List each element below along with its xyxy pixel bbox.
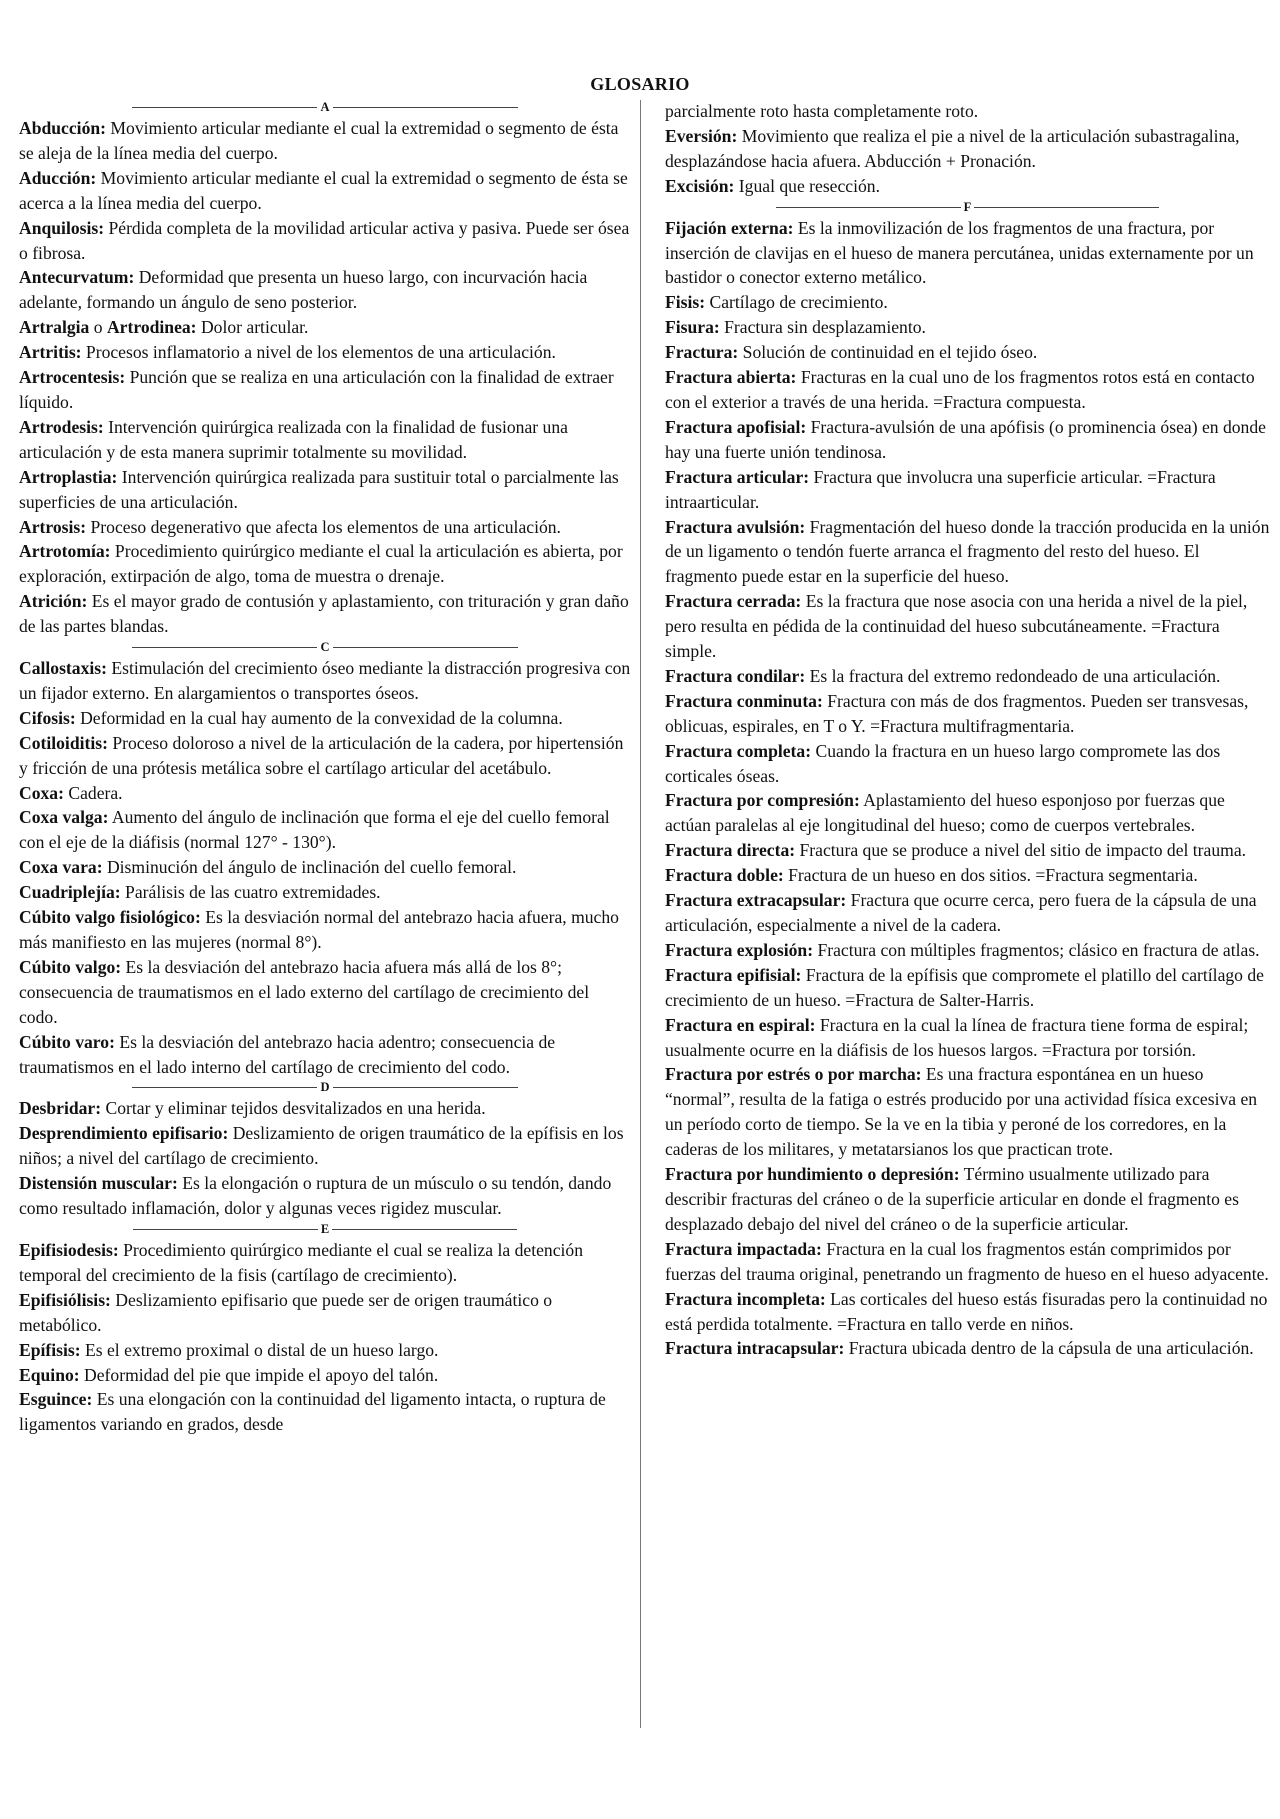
glossary-term: Fractura doble: — [665, 865, 784, 886]
glossary-term: Artritis: — [19, 342, 82, 363]
glossary-term: Fractura intracapsular: — [665, 1338, 845, 1359]
glossary-term: Cúbito varo: — [19, 1031, 115, 1052]
glossary-term: Fractura impactada: — [665, 1238, 822, 1259]
glossary-term: Artroplastia: — [19, 466, 118, 487]
glossary-definition: Es la desviación normal del antebrazo hacia afuera, mucho más manifiesto en las mujeres (normal 8°). — [19, 907, 619, 952]
glossary-term: Eversión: — [665, 125, 738, 146]
glossary-definition: Dolor articular. — [196, 317, 309, 338]
glossary-entry — [19, 880, 631, 905]
glossary-entry — [19, 855, 631, 880]
glossary-entry — [665, 465, 1270, 515]
glossary-definition: Aumento del ángulo de inclinación que forma el eje del cuello femoral con el eje de la diáfisis (normal 127° - 130°). — [19, 807, 610, 853]
glossary-term: Artrodesis: — [19, 416, 104, 437]
glossary-definition: Fractura con más de dos fragmentos. Pueden ser transvesas, oblicuas, espirales, en T o Y. =Fractura multifragmentaria. — [665, 690, 1249, 736]
glossary-entry — [19, 515, 631, 540]
glossary-definition: Pérdida completa de la movilidad articular activa y pasiva. Puede ser ósea o fibrosa. — [19, 217, 630, 263]
glossary-definition: Solución de continuidad en el tejido óseo. — [738, 342, 1038, 363]
glossary-entry — [19, 731, 631, 781]
glossary-term: Artrotomía: — [19, 541, 111, 562]
glossary-term: Fractura abierta: — [665, 367, 797, 388]
glossary-entry — [665, 1013, 1270, 1063]
glossary-term: Coxa vara: — [19, 857, 103, 878]
glossary-definition: Intervención quirúrgica realizada para sustituir total o parcialmente las superficies de una articulación. — [19, 466, 619, 512]
glossary-term: Fijación externa: — [665, 217, 794, 238]
glossary-entry — [665, 515, 1270, 590]
glossary-term: Distensión muscular: — [19, 1173, 178, 1194]
glossary-term: Fractura epifisial: — [665, 964, 802, 985]
glossary-term: Abducción: — [19, 118, 107, 138]
glossary-entry — [19, 1238, 631, 1288]
glossary-definition: Deformidad del pie que impide el apoyo del talón. — [79, 1364, 439, 1385]
glossary-entry — [19, 1171, 631, 1221]
glossary-definition: Fractura que involucra una superficie articular. =Fractura intraarticular. — [665, 466, 1216, 512]
glossary-entry — [665, 788, 1270, 838]
glossary-definition: Es la inmovilización de los fragmentos de una fractura, por inserción de clavijas en el hueso de manera percutánea, unidas externamente por un bastidor o conector externo metálico. — [665, 217, 1254, 288]
glossary-entry — [665, 838, 1270, 863]
glossary-definition: Fractura sin desplazamiento. — [719, 317, 926, 338]
glossary-definition: Deformidad que presenta un hueso largo, con incurvación hacia adelante, formando un ángulo de seno posterior. — [19, 267, 588, 313]
glossary-entry — [665, 174, 1270, 199]
glossary-term: Coxa valga: — [19, 807, 109, 828]
glossary-entry — [665, 216, 1270, 291]
glossary-term: Fisura: — [665, 317, 720, 338]
glossary-term: Atrición: — [19, 591, 88, 612]
glossary-definition: Es la fractura que nose asocia con una herida a nivel de la piel, pero resulta en pédida de la continuidad del hueso subcutáneamente. =Fractura simple. — [665, 591, 1248, 662]
glossary-entry — [665, 315, 1270, 340]
glossary-entry — [19, 1363, 631, 1388]
glossary-definition: Es la fractura del extremo redondeado de una articulación. — [805, 665, 1221, 686]
glossary-term: Coxa: — [19, 782, 64, 803]
glossary-term: Fractura: — [665, 342, 739, 363]
section-divider — [19, 1221, 631, 1238]
section-divider — [19, 1079, 631, 1096]
glossary-definition: Fractura de la epífisis que compromete el platillo del cartílago de crecimiento de un hueso. =Fractura de Salter-Harris. — [665, 964, 1264, 1010]
glossary-term: Fisis: — [665, 292, 706, 313]
glossary-definition: Las corticales del hueso estás fisuradas pero la continuidad no está perdida totalmente. =Fractura en tallo verde en niños. — [665, 1288, 1268, 1334]
glossary-entry — [665, 340, 1270, 365]
glossary-definition: Aplastamiento del hueso esponjoso por fuerzas que actúan paralelas al eje longitudinal del hueso; como de cuerpos vertebrales. — [665, 790, 1225, 836]
glossary-term: Cúbito valgo fisiológico: — [19, 907, 201, 928]
glossary-entry — [19, 539, 631, 589]
glossary-entry — [665, 415, 1270, 465]
glossary-entry — [665, 888, 1270, 938]
glossary-definition: Movimiento articular mediante el cual la extremidad o segmento de ésta se aleja de la línea media del cuerpo. — [19, 118, 619, 163]
section-letter: E — [320, 1221, 330, 1236]
glossary-entry — [19, 315, 631, 340]
glossary-entry — [665, 1062, 1270, 1162]
glossary-entry — [19, 415, 631, 465]
glossary-definition: Fractura de un hueso en dos sitios. =Fractura segmentaria. — [783, 865, 1198, 886]
glossary-entry — [665, 589, 1270, 664]
glossary-term: Fractura conminuta: — [665, 690, 823, 711]
glossary-term: Cotiloiditis: — [19, 732, 108, 753]
glossary-entry — [665, 963, 1270, 1013]
divider-line — [132, 1087, 317, 1088]
glossary-definition: Proceso doloroso a nivel de la articulación de la cadera, por hipertensión y fricción de una prótesis metálica sobre el cartílago articular del acetábulo. — [19, 732, 624, 778]
glossary-entry — [19, 781, 631, 806]
section-letter: C — [320, 640, 330, 655]
glossary-column-right — [665, 99, 1270, 1361]
glossary-entry — [665, 664, 1270, 689]
divider-line — [332, 1229, 517, 1230]
section-divider — [19, 99, 631, 116]
divider-line — [333, 1087, 518, 1088]
divider-line — [333, 647, 518, 648]
divider-line — [132, 107, 317, 108]
glossary-entry — [665, 938, 1270, 963]
glossary-entry — [19, 166, 631, 216]
glossary-definition: Disminución del ángulo de inclinación del cuello femoral. — [102, 857, 517, 878]
glossary-entry — [665, 124, 1270, 174]
glossary-entry — [19, 905, 631, 955]
glossary-term: Fractura cerrada: — [665, 591, 802, 612]
glossary-term: Aducción: — [19, 167, 97, 188]
glossary-entry — [665, 863, 1270, 888]
glossary-definition: Fractura ubicada dentro de la cápsula de una articulación. — [844, 1338, 1254, 1359]
glossary-definition: Fractura que se produce a nivel del sitio de impacto del trauma. — [795, 840, 1247, 861]
glossary-entry — [665, 99, 1270, 124]
glossary-term: Fractura incompleta: — [665, 1288, 826, 1309]
divider-line — [133, 1229, 318, 1230]
glossary-entry — [19, 465, 631, 515]
glossary-definition: Fractura en la cual la línea de fractura tiene forma de espiral; usualmente ocurre en la diáfisis de los huesos largos. =Fractura por torsión. — [665, 1014, 1249, 1060]
glossary-term: Fractura por compresión: — [665, 790, 860, 811]
section-letter: D — [320, 1080, 330, 1095]
glossary-definition: Procesos inflamatorio a nivel de los elementos de una articulación. — [81, 342, 556, 363]
glossary-definition: Es la elongación o ruptura de un músculo o su tendón, dando como resultado inflamación, dolor y algunas veces rigidez muscular. — [19, 1173, 612, 1219]
glossary-entry — [19, 216, 631, 266]
divider-line — [132, 647, 317, 648]
glossary-definition: Es la desviación del antebrazo hacia adentro; consecuencia de traumatismos en el lado interno del cartílago de crecimiento del codo. — [19, 1031, 556, 1077]
glossary-term: Equino: — [19, 1364, 80, 1385]
glossary-entry — [19, 1096, 631, 1121]
glossary-definition: Deformidad en la cual hay aumento de la convexidad de la columna. — [75, 707, 563, 728]
section-divider — [665, 199, 1270, 216]
glossary-entry — [665, 739, 1270, 789]
glossary-definition: Cuando la fractura en un hueso largo compromete las dos corticales óseas. — [665, 740, 1221, 786]
glossary-definition: Fractura que ocurre cerca, pero fuera de la cápsula de una articulación, especialmente a nivel de la cadera. — [665, 890, 1257, 935]
section-letter: A — [320, 100, 330, 114]
glossary-term: Artrodinea: — [106, 317, 197, 338]
glossary-term: Epifisiólisis: — [19, 1289, 111, 1310]
glossary-definition: Cartílago de crecimiento. — [705, 292, 888, 313]
glossary-term: Callostaxis: — [19, 658, 107, 679]
glossary-entry — [19, 656, 631, 706]
glossary-definition: Igual que resección. — [734, 175, 880, 196]
glossary-term: Esguince: — [19, 1389, 93, 1410]
glossary-term: Fractura extracapsular: — [665, 890, 847, 911]
glossary-definition: Es una elongación con la continuidad del ligamento intacta, o ruptura de ligamentos variando en grados, desde — [19, 1389, 606, 1435]
glossary-definition: Estimulación del crecimiento óseo mediante la distracción progresiva con un fijador externo. En alargamientos o transportes óseos. — [19, 658, 631, 703]
section-divider — [19, 639, 631, 656]
glossary-entry — [19, 805, 631, 855]
glossary-entry — [19, 955, 631, 1030]
page-title: GLOSARIO — [590, 74, 690, 94]
glossary-entry — [19, 589, 631, 639]
glossary-term: Fractura avulsión: — [665, 516, 806, 537]
glossary-definition: Fragmentación del hueso donde la tracción producida en la unión de un ligamento o tendón fuerte arranca el fragmento del resto del hueso. El fragmento puede estar en la superficie del hueso. — [665, 516, 1270, 587]
column-divider — [640, 100, 641, 1728]
glossary-term: Fractura completa: — [665, 740, 812, 761]
glossary-entry — [19, 1387, 631, 1437]
glossary-entry — [665, 1336, 1270, 1361]
glossary-definition: Cortar y eliminar tejidos desvitalizados en una herida. — [101, 1098, 486, 1119]
glossary-entry — [19, 1030, 631, 1080]
glossary-entry — [19, 1288, 631, 1338]
glossary-definition: Es una fractura espontánea en un hueso “normal”, resulta de la fatiga o estrés producido por una actividad física excesiva en un período corto de tiempo. Se la ve en la tibia y peroné de los corredores, en la caderas de los militares, y metatarsianos los que practican trote. — [665, 1064, 1258, 1160]
glossary-definition: Es el extremo proximal o distal de un hueso largo. — [80, 1339, 439, 1360]
glossary-term: Artrosis: — [19, 516, 87, 537]
glossary-entry — [665, 290, 1270, 315]
glossary-term: Fractura explosión: — [665, 939, 814, 960]
glossary-entry — [665, 365, 1270, 415]
glossary-definition: Fractura en la cual los fragmentos están comprimidos por fuerzas del trauma original, penetrando un fragmento de hueso en el hueso adyacente. — [665, 1238, 1269, 1284]
glossary-definition: Fractura con múltiples fragmentos; clásico en fractura de atlas. — [813, 939, 1260, 960]
glossary-term: Epífisis: — [19, 1339, 81, 1360]
glossary-term: Fractura apofisial: — [665, 416, 807, 437]
glossary-entry — [19, 265, 631, 315]
glossary-term: Fractura por estrés o por marcha: — [665, 1064, 922, 1085]
glossary-definition: Fracturas en la cual uno de los fragmentos rotos está en contacto con el exterior a través de una herida. =Fractura compuesta. — [665, 367, 1255, 412]
glossary-definition: Cadera. — [63, 782, 123, 803]
glossary-entry — [665, 689, 1270, 739]
divider-line — [776, 207, 961, 208]
glossary-term: Fractura en espiral: — [665, 1014, 816, 1035]
glossary-term: Artrocentesis: — [19, 367, 126, 388]
glossary-definition: Procedimiento quirúrgico mediante el cual se realiza la detención temporal del crecimiento de la fisis (cartílago de crecimiento). — [19, 1239, 583, 1285]
glossary-definition: Parálisis de las cuatro extremidades. — [120, 882, 381, 903]
glossary-definition: parcialmente roto hasta completamente roto. — [665, 101, 979, 121]
glossary-entry — [19, 706, 631, 731]
section-letter: F — [963, 199, 972, 214]
glossary-definition: Deslizamiento de origen traumático de la epífisis en los niños; a nivel del cartílago de crecimiento. — [19, 1123, 624, 1169]
glossary-term: Cúbito valgo: — [19, 956, 122, 977]
glossary-term: Artralgia — [19, 317, 90, 338]
glossary-entry — [665, 1287, 1270, 1337]
divider-line — [974, 207, 1159, 208]
glossary-term: Epifisiodesis: — [19, 1239, 119, 1260]
glossary-entry — [665, 1237, 1270, 1287]
glossary-term: Excisión: — [665, 175, 735, 196]
glossary-definition: Punción que se realiza en una articulación con la finalidad de extraer líquido. — [19, 367, 614, 412]
glossary-entry — [19, 1121, 631, 1171]
glossary-term: Fractura por hundimiento o depresión: — [665, 1164, 960, 1185]
glossary-term: Fractura directa: — [665, 840, 796, 861]
divider-line — [333, 107, 518, 108]
glossary-term: Fractura condilar: — [665, 665, 806, 686]
glossary-entry — [19, 340, 631, 365]
glossary-definition: Proceso degenerativo que afecta los elementos de una articulación. — [86, 516, 561, 537]
glossary-definition: Término usualmente utilizado para describir fracturas del cráneo o de la superficie articular en donde el fragmento es desplazado debajo del nivel del cráneo o de la superficie articular. — [665, 1164, 1239, 1234]
glossary-definition: Deslizamiento epifisario que puede ser de origen traumático o metabólico. — [19, 1289, 553, 1335]
glossary-definition: Procedimiento quirúrgico mediante el cual la articulación es abierta, por exploración, extirpación de algo, toma de muestra o drenaje. — [19, 541, 623, 587]
glossary-term: Cifosis: — [19, 707, 76, 728]
glossary-definition: Es la desviación del antebrazo hacia afuera más allá de los 8°; consecuencia de traumatismos en el lado externo del cartílago de crecimiento del codo. — [19, 956, 590, 1027]
glossary-definition: Movimiento articular mediante el cual la extremidad o segmento de ésta se acerca a la línea media del cuerpo. — [19, 167, 628, 213]
glossary-term: Anquilosis: — [19, 217, 105, 238]
glossary-term: Desprendimiento epifisario: — [19, 1123, 229, 1144]
glossary-column-left — [19, 99, 631, 1437]
glossary-entry — [19, 1338, 631, 1363]
glossary-entry — [19, 365, 631, 415]
glossary-term: Antecurvatum: — [19, 267, 135, 288]
glossary-term: Fractura articular: — [665, 466, 810, 487]
glossary-definition: o — [89, 317, 107, 338]
glossary-term: Desbridar: — [19, 1098, 102, 1119]
glossary-term: Cuadriplejía: — [19, 882, 121, 903]
glossary-entry — [665, 1162, 1270, 1237]
glossary-definition: Intervención quirúrgica realizada con la finalidad de fusionar una articulación y de esta manera suprimir totalmente su movilidad. — [19, 416, 568, 462]
glossary-definition: Movimiento que realiza el pie a nivel de la articulación subastragalina, desplazándose hacia afuera. Abducción + Pronación. — [665, 125, 1240, 171]
glossary-definition: Fractura-avulsión de una apófisis (o prominencia ósea) en donde hay una fuerte unión tendinosa. — [665, 416, 1266, 462]
glossary-entry — [19, 116, 631, 166]
glossary-definition: Es el mayor grado de contusión y aplastamiento, con trituración y gran daño de las partes blandas. — [19, 591, 629, 637]
